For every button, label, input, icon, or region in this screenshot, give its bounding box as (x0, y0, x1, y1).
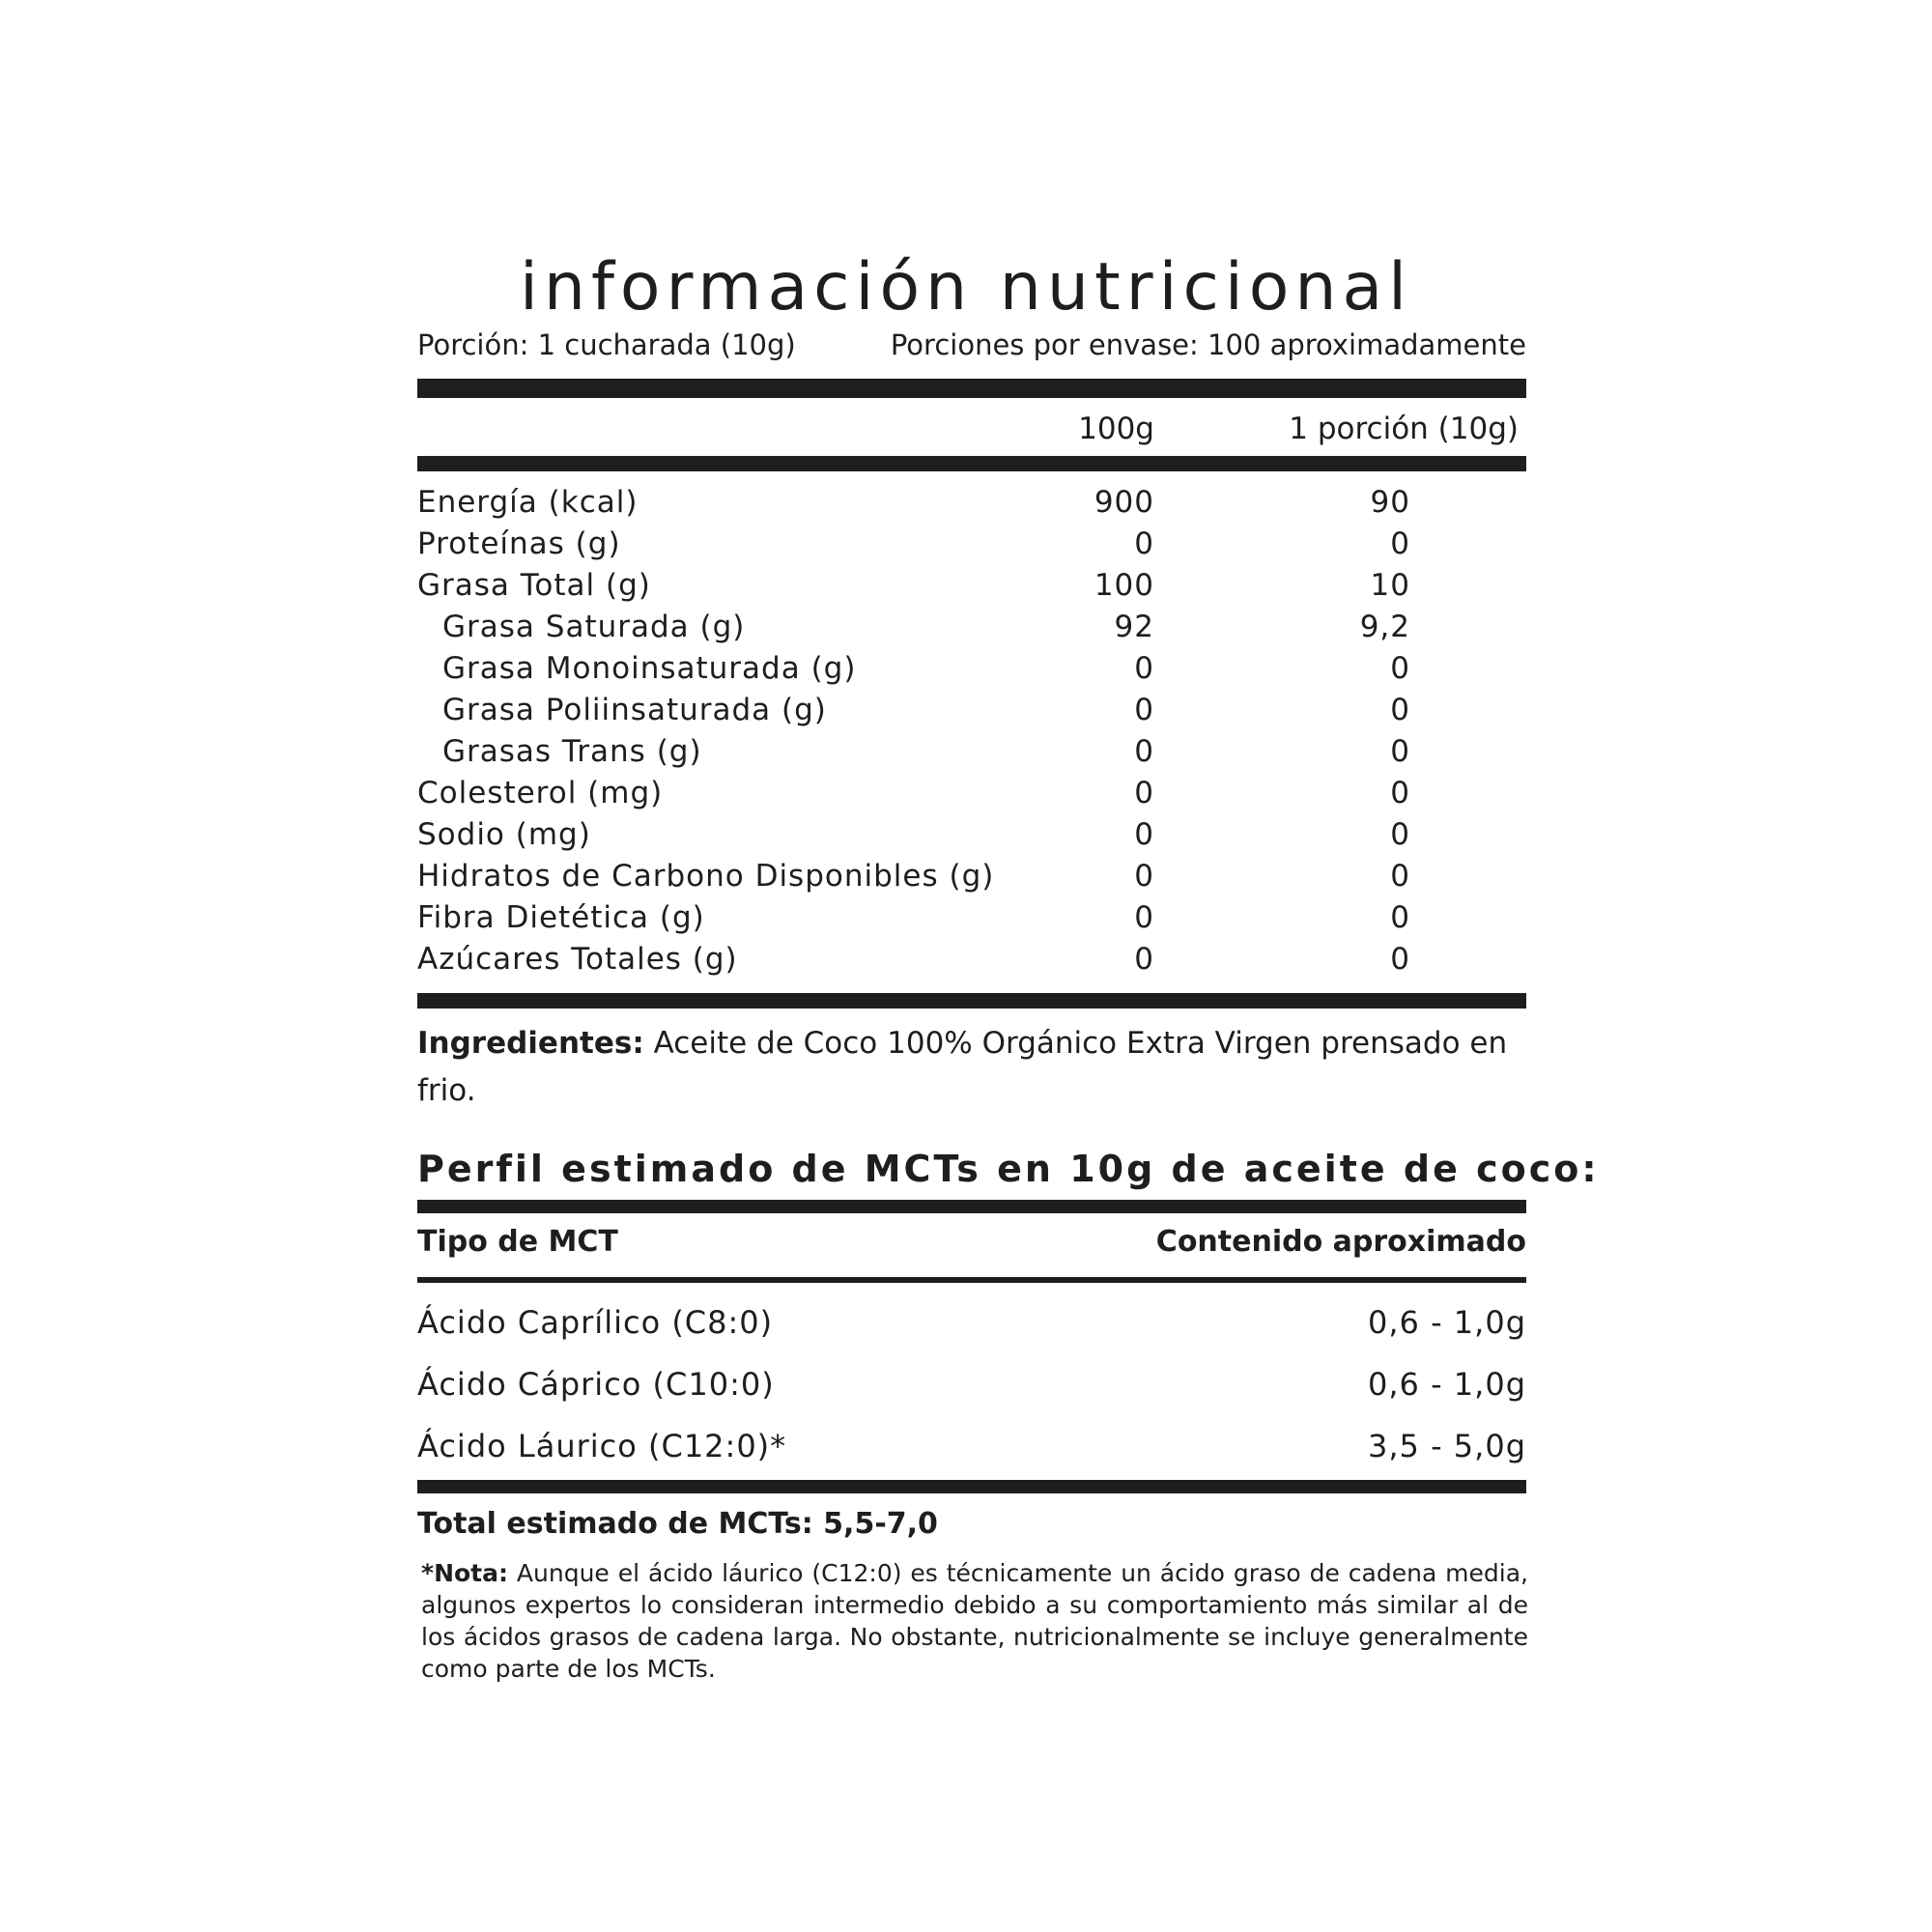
nutrient-label: Energía (kcal) (417, 485, 639, 520)
nutrient-value-100g: 0 (1134, 734, 1154, 769)
nutrient-row (417, 610, 1526, 651)
nutrient-row (417, 776, 1526, 817)
divider-mct-bottom (417, 1480, 1526, 1493)
mct-total: Total estimado de MCTs: 5,5-7,0 (417, 1507, 938, 1541)
nutrient-label: Grasas Trans (g) (442, 734, 702, 769)
nutrient-value-portion: 0 (1390, 776, 1410, 810)
nutrient-row (417, 568, 1526, 610)
nutrient-value-100g: 900 (1094, 485, 1154, 520)
mct-type: Ácido Láurico (C12:0)* (417, 1428, 787, 1464)
divider-top (417, 379, 1526, 398)
nutrient-value-portion: 0 (1390, 651, 1410, 686)
nutrient-row (417, 485, 1526, 526)
column-header-portion: 1 porción (10g) (1289, 412, 1519, 446)
nutrient-row (417, 693, 1526, 734)
nutrient-value-100g: 92 (1114, 610, 1154, 644)
nutrient-value-100g: 0 (1134, 651, 1154, 686)
nutrient-value-100g: 100 (1094, 568, 1154, 603)
nutrient-value-100g: 0 (1134, 900, 1154, 935)
footnote-text: Aunque el ácido láurico (C12:0) es técnicamente un ácido graso de cadena media, algunos expertos lo consideran intermedio debido a su comportamiento más similar al de los ácidos grasos de cadena larga. No obstante, nutricionalmente se incluye generalmente como parte de los MCTs. (421, 1559, 1528, 1683)
nutrient-value-portion: 0 (1390, 734, 1410, 769)
mct-type: Ácido Cáprico (C10:0) (417, 1366, 775, 1403)
mct-header-content: Contenido aproximado (1155, 1225, 1526, 1259)
divider-header (417, 456, 1526, 471)
nutrient-value-100g: 0 (1134, 693, 1154, 727)
divider-mct-top (417, 1200, 1526, 1213)
nutrient-value-portion: 9,2 (1359, 610, 1410, 644)
nutrient-label: Grasa Monoinsaturada (g) (442, 651, 857, 686)
nutrient-label: Hidratos de Carbono Disponibles (g) (417, 859, 995, 894)
mct-content: 0,6 - 1,0g (1368, 1304, 1526, 1341)
nutrient-row (417, 942, 1526, 983)
nutrient-value-portion: 0 (1390, 526, 1410, 561)
mct-content: 3,5 - 5,0g (1368, 1428, 1526, 1464)
nutrient-value-portion: 0 (1390, 942, 1410, 977)
page-title: información nutricional (519, 249, 1413, 326)
nutrient-value-portion: 0 (1390, 900, 1410, 935)
nutrient-value-portion: 0 (1390, 817, 1410, 852)
divider-mct-header (417, 1277, 1526, 1283)
nutrient-label: Azúcares Totales (g) (417, 942, 738, 977)
nutrient-value-portion: 0 (1390, 693, 1410, 727)
nutrient-value-100g: 0 (1134, 817, 1154, 852)
nutrient-row (417, 526, 1526, 568)
mct-content: 0,6 - 1,0g (1368, 1366, 1526, 1403)
ingredients-text: Aceite de Coco 100% Orgánico Extra Virgen prensado en frio. (417, 1026, 1508, 1108)
nutrient-label: Colesterol (mg) (417, 776, 664, 810)
nutrient-value-100g: 0 (1134, 942, 1154, 977)
serving-size: Porción: 1 cucharada (10g) (417, 328, 796, 361)
mct-row (417, 1366, 1526, 1408)
nutrient-row (417, 900, 1526, 942)
nutrient-value-portion: 10 (1370, 568, 1410, 603)
nutrient-label: Proteínas (g) (417, 526, 621, 561)
ingredients-label: Ingredientes: (417, 1026, 644, 1061)
nutrient-row (417, 859, 1526, 900)
mct-row (417, 1428, 1526, 1470)
nutrient-label: Fibra Dietética (g) (417, 900, 705, 935)
nutrient-value-100g: 0 (1134, 859, 1154, 894)
nutrient-value-portion: 90 (1370, 485, 1410, 520)
servings-per-container: Porciones por envase: 100 aproximadamente (890, 328, 1526, 361)
divider-bottom (417, 993, 1526, 1009)
nutrient-row (417, 734, 1526, 776)
footnote (421, 1557, 1528, 1685)
nutrient-row (417, 651, 1526, 693)
nutrient-value-100g: 0 (1134, 776, 1154, 810)
nutrient-row (417, 817, 1526, 859)
nutrient-label: Grasa Total (g) (417, 568, 651, 603)
nutrient-label: Sodio (mg) (417, 817, 591, 852)
nutrient-label: Grasa Poliinsaturada (g) (442, 693, 827, 727)
mct-type: Ácido Caprílico (C8:0) (417, 1304, 774, 1341)
nutrient-value-100g: 0 (1134, 526, 1154, 561)
nutrient-value-portion: 0 (1390, 859, 1410, 894)
mct-row (417, 1304, 1526, 1347)
mct-title: Perfil estimado de MCTs en 10g de aceite de coco: (417, 1148, 1600, 1190)
nutrient-label: Grasa Saturada (g) (442, 610, 746, 644)
ingredients (417, 1020, 1528, 1115)
mct-header-type: Tipo de MCT (417, 1225, 618, 1259)
column-header-100g: 100g (1078, 412, 1154, 446)
footnote-label: *Nota: (421, 1559, 508, 1587)
